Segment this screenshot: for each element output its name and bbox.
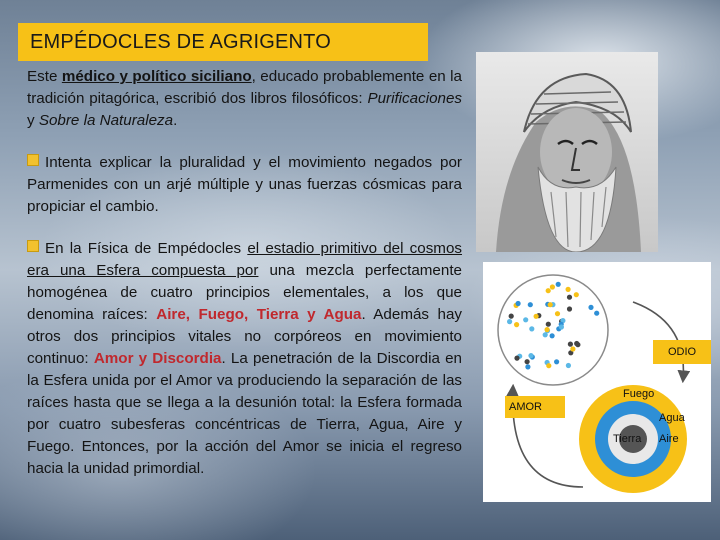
element-dot [567,295,572,300]
element-dot [559,324,564,329]
element-dot [574,341,579,346]
p1-highlight: médico y político siciliano [61,68,252,85]
p3-text-3: una mezcla perfectamente homogénea de cuatro principios elementales, a los que denomina raíces: [27,262,462,323]
element-dot [594,311,599,316]
element-dot [555,311,560,316]
bullet-square-icon [27,240,39,252]
element-dot [546,322,551,327]
amor-label: AMOR [509,401,542,413]
book-title-2: Sobre la Naturaleza [38,112,174,129]
element-dot [528,353,533,358]
forces-highlight: Amor y Discordia [93,350,222,367]
agua-label: Agua [659,412,685,424]
p3-text-5: . Además hay otros dos principios vitales no corpóreos en movimiento continuo: [27,306,462,367]
element-dot [514,322,519,327]
empedocles-portrait [476,52,658,252]
unified-sphere [498,275,608,385]
elements-highlight: Aire, Fuego, Tierra y Agua [156,306,362,323]
intro-paragraph [27,66,462,132]
p3-text-1: En la Física de Empédocles [45,240,248,257]
element-dot [567,306,572,311]
element-dot [546,288,551,293]
p3-underlined: el estadio primitivo del cosmos era una Esfera compuesta por [27,240,462,279]
element-dot [550,284,555,289]
element-dot [509,314,514,319]
element-dot [556,282,561,287]
bullet-paragraph-2 [27,238,462,480]
element-dot [516,301,521,306]
p1-text-3: , educado probablemente en la tradición pitagórica, escribió dos libros filosóficos: [27,68,462,107]
fuego-label: Fuego [623,388,655,400]
aire-label: Aire [659,433,679,445]
diagram-graphics [483,262,711,502]
element-dot [568,342,573,347]
element-dot [529,326,534,331]
p1-text-5: y [27,112,39,129]
element-dot [554,359,559,364]
amor-box [505,396,565,418]
element-dot [534,314,539,319]
element-dot [574,292,579,297]
element-dot [550,333,555,338]
element-dot [528,302,533,307]
element-dot [546,363,551,368]
cosmic-cycle-diagram [483,262,711,502]
p2-text: Intenta explicar la pluralidad y el movimiento negados por Parmenides con un arjé múltiple y unas fuerzas cósmicas para propiciar el cambio. [27,154,462,215]
p1-text-1: Este [27,68,62,85]
tierra-label: Tierra [613,433,642,445]
page-title: EMPÉDOCLES DE AGRIGENTO [30,30,331,53]
element-dot [566,363,571,368]
bullet-square-icon [27,154,39,166]
element-dot [566,287,571,292]
element-dot [570,346,575,351]
element-dot [543,332,548,337]
odio-label: ODIO [667,346,697,358]
odio-box [653,340,711,364]
element-dot [525,359,530,364]
element-dot [525,364,530,369]
element-dot [514,356,519,361]
element-dot [545,327,550,332]
p3-text-7: . La penetración de la Discordia en la Esfera unida por el Amor va produciendo la separación de las raíces hasta que se llega a la desunión total: la Esfera formada por cuatro subesferas concéntricas de Tierra, Agua, Aire y Fuego. Entonces, por la acción del Amor se inicia el regreso hacia la unidad primordial. [27,350,462,477]
book-title-1: Purificaciones [367,90,462,107]
element-dot [507,319,512,324]
p1-text-7: . [173,112,178,129]
element-dot [523,317,528,322]
element-dot [588,305,593,310]
bullet-paragraph-1 [27,152,462,218]
element-dot [548,302,553,307]
title-bar [18,23,428,61]
